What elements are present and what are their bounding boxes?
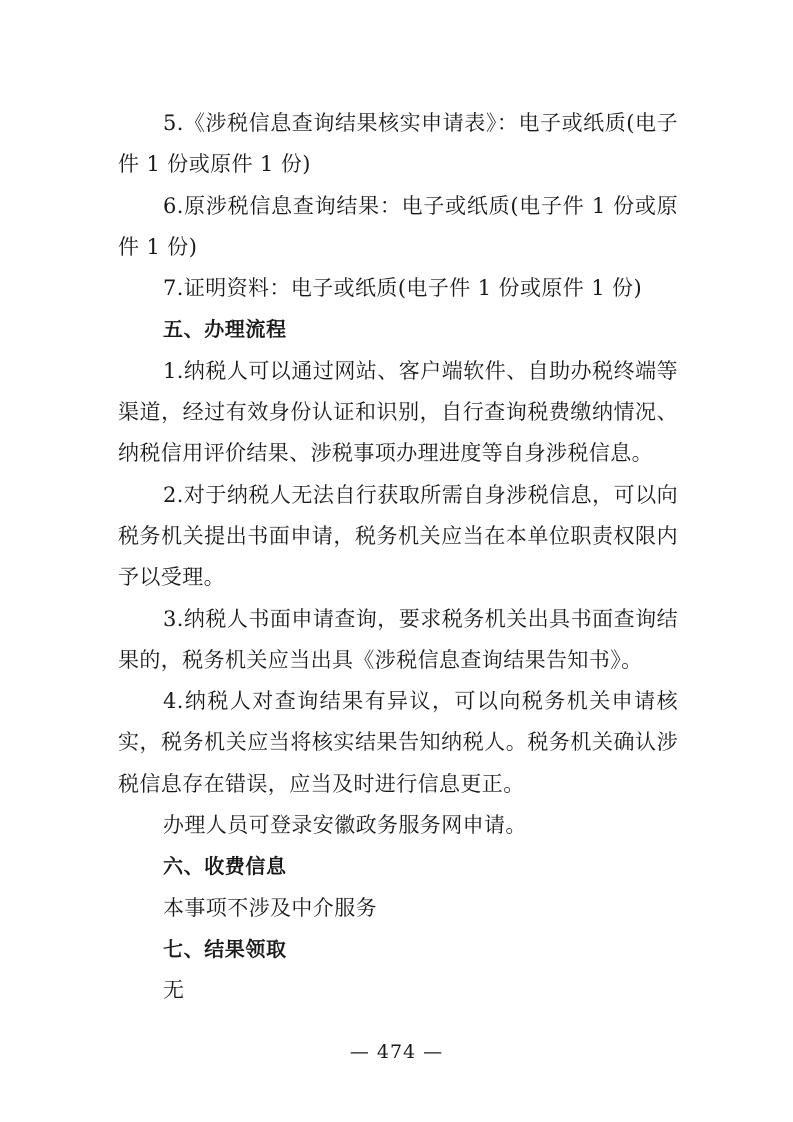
document-body: [118, 103, 678, 1012]
process-step-3: 3.纳税人书面申请查询，要求税务机关出具书面查询结果的，税务机关应当出具《涉税信息查询结果告知书》。: [118, 606, 678, 672]
paragraph-item-5: 5.《涉税信息查询结果核实申请表》：电子或纸质(电子件 1 份或原件 1 份): [118, 111, 678, 177]
process-step-2: 2.对于纳税人无法自行获取所需自身涉税信息，可以向税务机关提出书面申请，税务机关应当在本单位职责权限内予以受理。: [118, 482, 678, 590]
paragraph-item-6: 6.原涉税信息查询结果：电子或纸质(电子件 1 份或原件 1 份): [118, 193, 678, 259]
online-application-note: 办理人员可登录安徽政务服务网申请。: [163, 813, 527, 838]
result-text: 无: [163, 978, 185, 1003]
process-step-4: 4.纳税人对查询结果有异议，可以向税务机关申请核实，税务机关应当将核实结果告知纳税人。税务机关确认涉税信息存在错误，应当及时进行信息更正。: [118, 689, 678, 796]
section-heading-process: 五、办理流程: [163, 317, 287, 342]
process-step-1: 1.纳税人可以通过网站、客户端软件、自助办税终端等渠道，经过有效身份认证和识别，自行查询税费缴纳情况、纳税信用评价结果、涉税事项办理进度等自身涉税信息。: [118, 358, 678, 466]
section-heading-result: 七、结果领取: [163, 936, 287, 961]
section-heading-fees: 六、收费信息: [163, 854, 287, 879]
page-number: — 474 —: [349, 1041, 444, 1063]
paragraph-item-7: 7.证明资料：电子或纸质(电子件 1 份或原件 1 份): [163, 276, 643, 301]
fees-text: 本事项不涉及中介服务: [163, 895, 377, 920]
